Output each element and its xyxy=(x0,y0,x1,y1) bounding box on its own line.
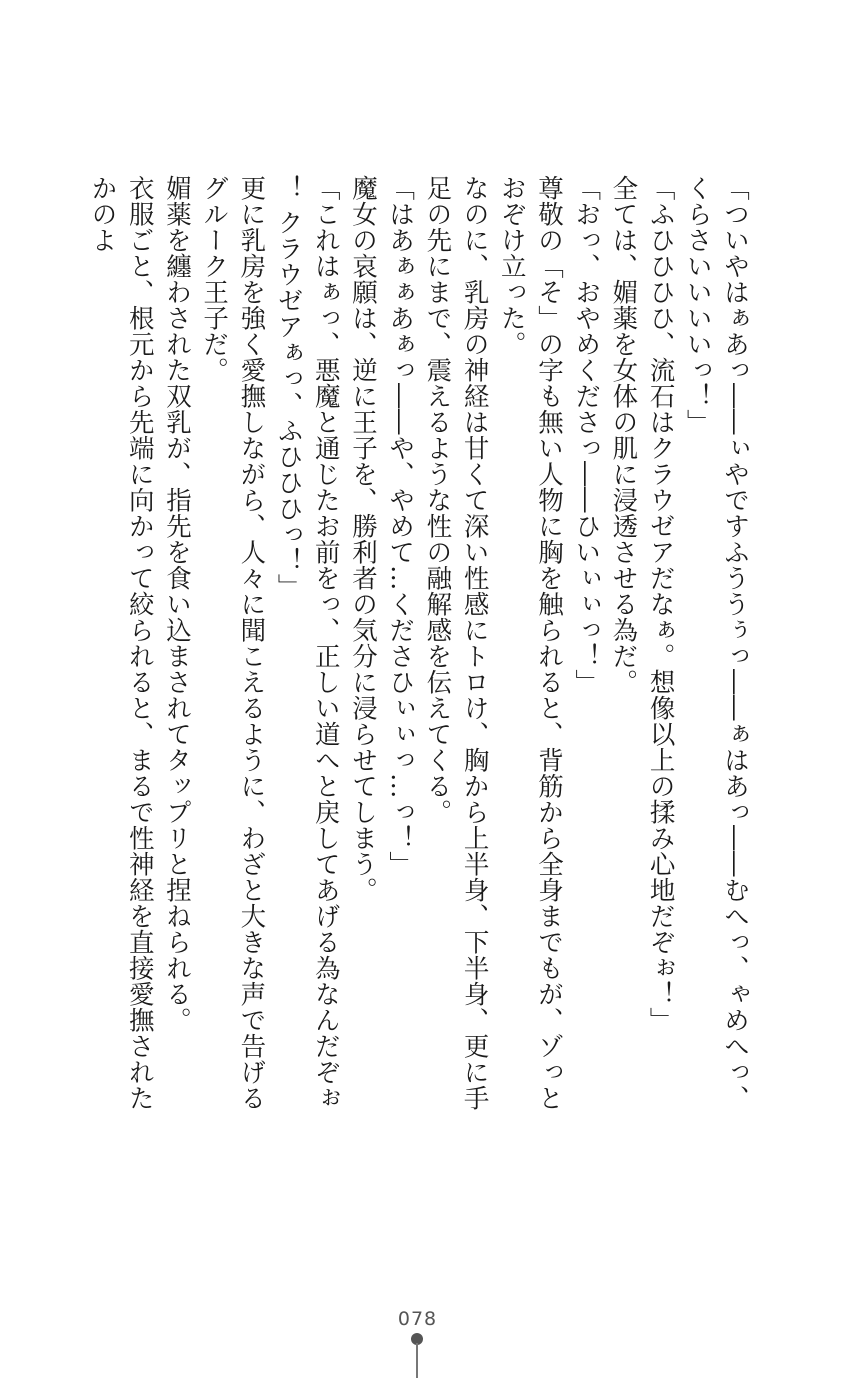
paragraph: 魔女の哀願は、逆に王子を、勝利者の気分に浸らせてしまう。 xyxy=(347,175,378,903)
page-number: 078 xyxy=(397,1308,438,1330)
paragraph: 「これはぁっ、悪魔と通じたお前をっ、正しい道へと戻してあげる為なんだぞぉ！ クラウゼアぁっ、ふひひひっ！」 xyxy=(273,175,341,1111)
paragraph: 媚薬を纏わされた双乳が、指先を食い込まされてタップリと捏ねられる。 xyxy=(161,175,192,1033)
paragraph: 全ては、媚薬を女体の肌に浸透させる為だ。 xyxy=(608,175,639,695)
paragraph: 「ふひひひひ、流石はクラウゼアだなぁ。想像以上の揉み心地だぞぉ！」 xyxy=(645,175,676,1033)
paragraph: 尊敬の「そ」の字も無い人物に胸を触られると、背筋から全身までもが、ゾっとおぞけ立った。 xyxy=(496,175,564,1111)
paragraph: 「ついやはぁあっ――ぃやですふううぅっ――ぁはあっ――むへっ、ゃめへっ、くらさいいいいっ！」 xyxy=(682,175,750,1111)
paragraph: 衣服ごと、根元から先端に向かって絞られると、まるで性神経を直接愛撫されたかのよ xyxy=(87,175,155,1111)
marker-line xyxy=(416,1343,418,1378)
page-marker-icon xyxy=(411,1333,423,1378)
page-footer xyxy=(0,1308,843,1378)
paragraph: 「おっ、おやめくださっ――ひいぃぃっ！」 xyxy=(571,175,602,695)
paragraph: 更に乳房を強く愛撫しながら、人々に聞こえるように、わざと大きな声で告げるグルーク王子だ。 xyxy=(199,175,267,1111)
body-text xyxy=(83,175,753,1125)
paragraph: 「はあぁぁあぁっ――や、やめて…くださひぃぃっ…っ！」 xyxy=(385,175,416,877)
paragraph: なのに、乳房の神経は甘くて深い性感にトロけ、胸から上半身、下半身、更に手足の先にまで、震えるような性の融解感を伝えてくる。 xyxy=(422,175,490,1111)
